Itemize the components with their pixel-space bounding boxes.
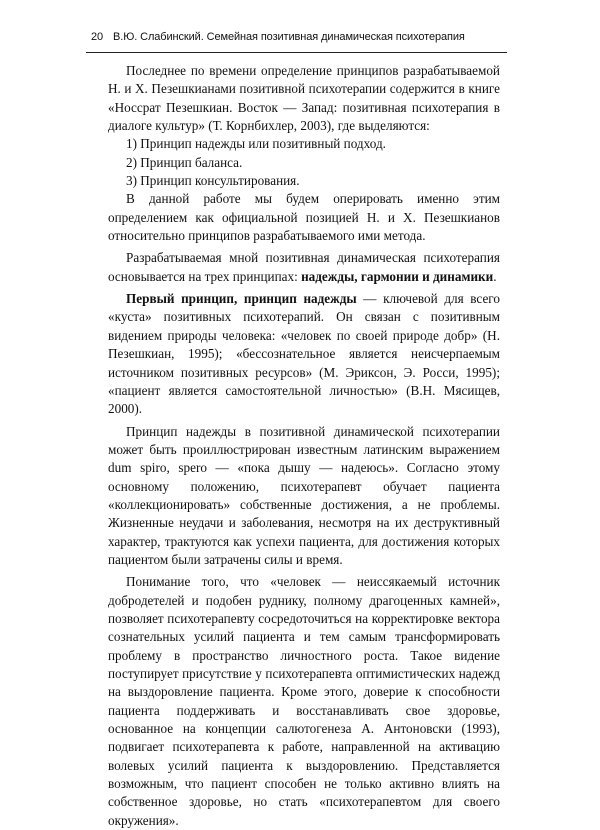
header-rule <box>86 52 507 53</box>
text-run: Последнее по времени определение принципов разрабатываемой Н. и Х. Пезешкианами позитивной психотерапии содержится в книге «Носсрат Пезешкиан. Восток — Запад: позитивная психотерапия в диалоге культур» (Т. Корнбихлер, 2003), где выделяются: <box>108 63 500 134</box>
running-title: В.Ю. Слабинский. Семейная позитивная динамическая психотерапия <box>113 31 465 43</box>
paragraph <box>108 62 500 135</box>
bold-text-run: Первый принцип, принцип надежды <box>126 291 357 307</box>
text-run: Принцип надежды в позитивной динамической психотерапии может быть проиллюстрирован известным латинским выражением dum spiro, spero — «пока дышу — надеюсь». Согласно этому основному положению, психотерапевт обучает пациента «коллекционировать» собственные достижения, а не проблемы. Жизненные неудачи и заболевания, несмотря на их деструктивный характер, трактуются как успехи пациента, для достижения которых пациентом были затрачены силы и время. <box>108 423 500 567</box>
text-run: 1) Принцип надежды или позитивный подход. <box>126 136 386 152</box>
paragraph <box>108 249 500 286</box>
text-run: 2) Принцип баланса. <box>126 154 243 170</box>
text-run: . <box>493 268 497 284</box>
text-run: Понимание того, что «человек — неиссякаемый источник добродетелей и подобен руднику, полному драгоценных камней», позволяет психотерапевту сосредоточиться на корректировке вектора сознательных усилий пациента и тем самым трансформировать проблему в пространство личностного роста. Такое видение поступирует присутствие у психотерапевта оптимистических надежд на выздоровление пациента. Кроме этого, доверие к способности пациента поддерживать и восстанавливать свое здоровье, основанное на концепции салютогенеза А. Антоновски (1993), подвигает психотерапевта к работе, направленной на активацию волевых усилий пациента к выздоровлению. Представляется возможным, что пациент способен не только активно влиять на собственное здоровье, но стать «психотерапевтом для своего окружения». <box>108 574 500 828</box>
paragraph <box>108 290 500 418</box>
paragraph <box>108 423 500 570</box>
text-run: Разрабатываемая мной позитивная динамическая психотерапия основывается на трех принципах: <box>108 250 500 284</box>
bold-text-run: надежды, гармонии и динамики <box>301 268 494 284</box>
list-item <box>108 172 500 190</box>
text-run: В данной работе мы будем оперировать именно этим определением как официальной позицией Н. и Х. Пезешкианов относительно принципов разрабатываемого ими метода. <box>108 191 500 244</box>
text-run: 3) Принцип консультирования. <box>126 173 300 189</box>
page-number: 20 <box>91 31 104 43</box>
list-item <box>108 135 500 153</box>
list-item <box>108 154 500 172</box>
running-header <box>91 31 511 43</box>
text-run: — ключевой для всего «куста» позитивных психотерапий. Он связан с позитивным видением природы человека: «человек по своей природе добр» (Н. Пезешкиан, 1995); «бессознательное является неисчерпаемым источником позитивных ресурсов» (М. Эриксон, Э. Росси, 1995); «пациент является самостоятельной личностью» (В.Н. Мясищев, 2000). <box>108 291 500 417</box>
body-text <box>108 62 500 830</box>
paragraph <box>108 190 500 245</box>
paragraph <box>108 573 500 830</box>
